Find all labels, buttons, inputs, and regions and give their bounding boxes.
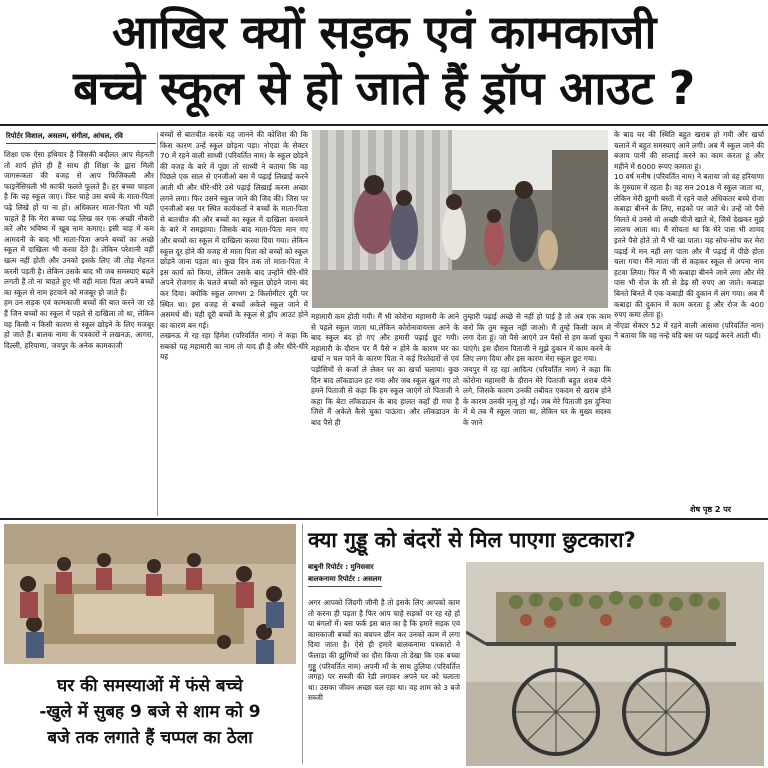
left-subhead-line3: बजे तक लगाते हैं चप्पल का ठेला	[47, 728, 253, 748]
main-col-5: के बाद घर की स्थिति बहुत खराब हो गयी और खर्चा चलाने में बहुत समस्याएं आने लगी। अब मैं स्कूल जाने की बजाय पानी की सप्लाई करने का काम करता हूं और महीने में 6000 रूपए कमाता हूं। 10 वर्ष मनीष (परिवर्तित नाम) ने बताया जो वह हरियाणा के गुरुग्राम में रहता है। वह सन 2018 में स्कूल जाता था, लेकिन मेरी झुग्गी बस्ती में रहने वाले अधिकतर बच्चे रोजा कबाड़ा बीनने के लिए, सड़कों पर जाते थे। उन्हें जो पैसे मिलते थे उनसे वो अच्छी चीजें खाते थे, जिसे देखकर मुझे लालच आता था। मैं सोचता था कि मेरे पास भी शायद इतने पैसे होते तो मैं भी खा पाता। यह सोच-सोच कर मेरा पढ़ाई में मन नहीं लग पाता और मैं पढ़ाई में पीछे होता चला गया। मैंने माता जी से कहकर स्कूल से अपना नाम हटवा लिया। फिर मैं भी कबाड़ा बीनने जाने लगा और मेरे पास भी रोज के सौ से डेढ़ सौ रुपए आ जाते। कबाड़ा बिनते बिनते मैं एक कबाड़ी की दुकान में लग गया। अब मैं कबाड़ा की दुकान में काम करता हूं और रोज के 400 रुपए कमा लेता हूं। नोएडा सेक्टर 52 में रहने वाली आसमा (परिवर्तित नाम) ने बताया कि वह नन्हे यदि बस पर पढ़ाई करने आती थी।	[614, 130, 764, 341]
main-col-4: तुम्हारी पढ़ाई अच्छे से नहीं हो पाई है तो अब एक काम करो कि तुम स्कूल नहीं जाओ। मैं तुम्हें किसी काम में लगा देता हूं। जो पैसे आएंगे उन पैसों से हम कर्जा चुका पाएंगे। इस दौरान पिताजी ने मुझे दुकान में काम करने के लिए लगा दिया और इस कारण मेरा स्कूल छूट गया। जयपुर में रह रहा आदित्य (परिवर्तित नाम) ने कहा कि कोरोना महामारी के दौरान मेरे पिताजी बहुत शराब पीने लगे, जिसके कारण उनकी तबीयत एकदम से खराब होने के कारण उनकी मृत्यु हो गई। जब मेरे पिताजी इस दुनिया में थे तब मैं स्कूल जाता था, लेकिन घर के मुख्य सदस्य के जाने	[463, 312, 611, 427]
children-street-photo	[312, 130, 608, 308]
children-group-photo	[4, 524, 296, 664]
left-vertical-divider	[302, 524, 303, 764]
main-col-1: शिक्षा एक ऐसा हथियार है जिसकी बदौलत आप मेहनती तो शार्प होते ही हैं साथ ही शिक्षा के द्वारा मिली जागरूकता की वजह से आप फिजिकली और फाइनेंसियली भी काफी फलते फूलते हैं। हर बच्चा चाहता है कि वह स्कूल जाए। फिर चाहे उस बच्चे के माता-पिता पढ़े लिखे हों या ना हो। अधिकतर माता-पिता भी यही चाहते हैं कि मेरा बच्चा पढ़ लिख कर एक अच्छी नौकरी करें और भविष्य में खूब नाम कमाए। इसी चाह में कम आमदनी के बाद भी माता-पिता अपने बच्चों का अच्छे स्कूल में दाखिला भी करवा देते हैं। लेकिन परेशानी वहीं खत्म नहीं होती और उनको इसके लिए जी तोड़ मेहनत करनी पड़ती है। लेकिन उसके बाद भी जब समस्याएं बढ़ने लगती हैं तो ना चाहते हुए भी वही माता पिता अपने बच्चों का स्कूल से नाम हटवाने को मजबूर हो जाते हैं। हम उन सड़क एवं कामकाजी बच्चों की बात करने जा रहे हैं जिन बच्चों का स्कूल में पहले से दाखिला तो था, लेकिन वह किसी न किसी कारण से स्कूल छोड़ने के लिए मजबूर हो जाते हैं। बालक नामा के पत्रकारों ने लखनऊ, आगरा, दिल्ली, हरियाणा, जयपुर के अनेक कामकाजी	[4, 150, 154, 350]
monkey-headline: क्या गुड्डू को बंदरों से मिल पाएगा छुटकारा?	[308, 528, 636, 552]
section-divider	[0, 518, 768, 520]
monkey-byline-1: बाबुनी रिपोर्टर : मुनिसवार	[308, 563, 374, 571]
vegetable-cart-photo	[466, 562, 764, 766]
left-subhead-line2: -खुले में सुबह 9 बजे से शाम को 9	[39, 702, 261, 722]
main-headline-line2: बच्चे स्कूल से हो जाते हैं ड्रॉप आउट ?	[73, 61, 695, 115]
left-subhead-line1: घर की समस्याओं में फंसे बच्चे	[57, 676, 243, 696]
col-divider	[157, 132, 158, 516]
main-col-3: महामारी कम होती गयी। मैं भी कोरोना महामारी के आने से पहले स्कूल जाता था,लेकिन कोरोनावायरस आने के बाद स्कूल बंद हो गए और हमारी पढ़ाई छूट गयी। महामारी के दौरान पर मैं पैसे न होने के कारण घर का खर्चा न चल पाने के कारण पिता ने कई रिश्तेदारों से एवं पड़ोसियों से कर्जा ले लेकर घर का खर्चा चलाया। कुछ दिन बाद लॉकडाउन हट गया और जब स्कूल खुल गए तो हमने पिताजी से कहा कि हम स्कूल जाएंगे तो पिताजी ने कहा कि बेटा लॉकडाउन के बाद हालत कहाँ ही गया है जिसे मैं अकेले कैसे चुका पाऊंगा। और लॉकडाउन के बाद पैसे ही	[311, 312, 459, 427]
continued-note: शेष पृष्ठ 2 पर	[690, 505, 732, 514]
children-group-illustration	[4, 524, 296, 664]
vegetable-cart-illustration	[466, 562, 764, 766]
monkey-body: अगर आपको जिंदगी जीनी है तो इसके लिए आपको काम तो करना ही पड़ता है फिर आप चाहे सड़कों पर रह रहे हो या बंगलों में। बस फर्क इस बात का है कि हमारे सड़क एवं कामकाजी बच्चों का बचपन छीन कर उनको काम में लगा दिया जाता है। ऐसे ही हमारे बालकनामा पत्रकारों ने फॅलाडा की झुग्गियों का दौरा किया तो देखा कि एक बच्चा गुड्डू (परिवर्तित नाम) अपनी माँ के साथ ठुलिया (परिवर्तित जगह) पर सब्जी की रेडी लगाकर अपने घर को चलाता था। उसका जीवन अच्छा चल रहा था। वह शाम को 3 बजे सब्जी	[308, 598, 460, 703]
headline-divider	[0, 124, 768, 126]
children-street-illustration	[312, 130, 608, 308]
main-headline-line1: आखिर क्यों सड़क एवं कामकाजी	[112, 5, 656, 59]
main-col-2: बच्चों से बातचीत करके यह जानने की कोशिश की कि किस कारण उन्हें स्कूल छोड़ना पड़ा। नोएडा के सेक्टर 70 में रहने वाली साध्वी (परिवर्तित नाम) के स्कूल छोड़ने की वजह के बारे में पूछा तो साध्वी ने बताया कि वह पिछले एक साल से एनजीओ बस में पढ़ाई लिखाई करने आती थी और धीरे-धीरे उसे पढ़ाई लिखाई करना अच्छा लगने लगा। फिर उसने स्कूल जाने की जिद की। जिस पर एनजीओ बस पर स्थित कार्यकर्ता ने बच्चों के माता-पिता से बातचीत की और बच्चों का स्कूल में दाखिला करवाने के बारे में समझाया। जिसके बाद माता-पिता मान गए और बच्चों का स्कूल में दाखिला करवा दिया गया। लेकिन स्कूल दूर होने की वजह से माता पिता को बच्चों को स्कूल छोड़ने जाना पड़ता था। कुछ दिन तक तो माता-पिता ने इस कार्य को किया, लेकिन उसके बाद उन्होंने धीरे-धीरे अपने रोजगार के चलते बच्चों को स्कूल छोड़ने जाना बंद कर दिया। क्योंकि स्कूल लगभग 2 किलोमीटर दूरी पर स्थित था। इस वजह से बच्चों अकेले स्कूल जाने में असमर्थ थी। यही दूरी बच्चों के स्कूल से ड्रॉप आउट होने का कारण बन गई। लखनऊ में रह रहा हिमेश (परिवर्तित नाम) ने कहा कि सबको यह महामारी का नाम तो याद ही है और धीरे-धीरे यह	[160, 130, 308, 362]
monkey-byline-2: बालकनामा रिपोर्टर : असलम	[308, 575, 382, 587]
main-byline: रिपोर्टर विशाल, असलम, संगीता, आंचल, रवि	[6, 132, 156, 144]
